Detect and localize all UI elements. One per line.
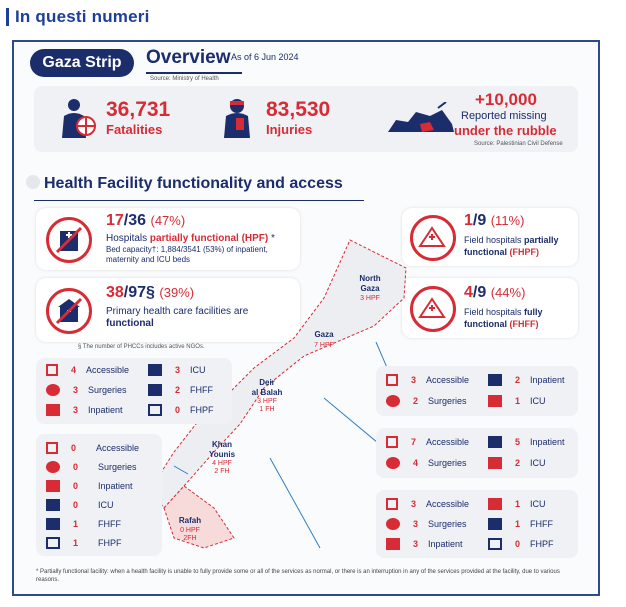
surgery-icon (386, 518, 400, 530)
fhpf-den: 9 (477, 212, 487, 229)
surgery-icon (46, 461, 60, 473)
hpf-line3: maternity and ICU beds (106, 255, 191, 264)
deir-row-icu (148, 364, 206, 376)
missing-label-2: under the rubble (454, 123, 557, 138)
page-header (6, 4, 150, 30)
rafah-n-5: 1 (72, 538, 78, 548)
north-row-3 (488, 395, 546, 407)
hpf-fraction: 17/36 (47%) (106, 212, 186, 229)
khan-label-4: Inpatient (428, 539, 463, 549)
khan-n-4: 3 (412, 539, 418, 549)
rafah-row-3 (46, 499, 114, 511)
deir-row-fhpf (148, 404, 214, 416)
gaza-n-2: 4 (412, 458, 418, 468)
fhff-line1 (464, 307, 543, 317)
hpf-num: 17 (106, 212, 124, 229)
north-label-2: Surgeries (428, 396, 467, 406)
deir-n-3: 2 (174, 385, 180, 395)
door-icon (386, 374, 398, 386)
missing-source: Source: Palestinian Civil Defense (474, 141, 563, 147)
rafah-n-4: 1 (72, 519, 78, 529)
fhff-line1a: Field hospitals (464, 307, 525, 317)
phc-pct: (39%) (159, 285, 195, 300)
surgery-icon (386, 395, 400, 407)
clinic-icon (54, 296, 84, 326)
rafah-row-2 (46, 480, 133, 492)
rafah-label-1: Surgeries (98, 462, 137, 472)
top-stats-box (34, 86, 578, 152)
fhff-line2a: functional (464, 319, 510, 329)
fhpf-line2a: functional (464, 247, 510, 257)
field-hospital-icon (418, 295, 446, 319)
fhff-den: 9 (477, 284, 487, 301)
missing-label-1: Reported missing (461, 110, 547, 122)
fhpf-num: 1 (464, 212, 473, 229)
map-north-name-1: North (359, 274, 381, 283)
tent-icon (488, 518, 502, 530)
gaza-label-0: Accessible (426, 437, 470, 447)
rafah-row-1 (46, 461, 137, 473)
tent-icon (46, 518, 60, 530)
panel-khan (376, 490, 578, 558)
gaza-n-3: 2 (514, 458, 520, 468)
hpf-line1b: partially functional (HPF) (149, 233, 269, 244)
map-deir-sub-2: 1 FH (259, 406, 275, 413)
khan-n-1: 1 (514, 499, 520, 509)
deir-label-5: FHPF (190, 405, 214, 415)
missing-value: +10,000 (475, 90, 537, 109)
door-icon (46, 364, 58, 376)
phc-den: 97§ (128, 284, 155, 301)
deir-n-4: 3 (72, 405, 78, 415)
deir-label-4: Inpatient (88, 405, 123, 415)
rafah-label-4: FHFF (98, 519, 121, 529)
tent-outline-icon (488, 538, 502, 550)
map-gaza-name: Gaza (314, 330, 334, 339)
fhff-num: 4 (464, 284, 473, 301)
phc-fraction: 38/97§ (39%) (106, 284, 195, 301)
north-label-1: Inpatient (530, 375, 565, 385)
deir-row-surgeries (46, 384, 127, 396)
fhpf-line1 (464, 235, 559, 245)
tent-icon (148, 384, 162, 396)
gaza-row-2 (386, 457, 467, 469)
fhff-line1b: fully (524, 307, 543, 317)
fhpf-line1a: Field hospitals (464, 235, 525, 245)
map-gaza-sub: 7 HPF (314, 342, 334, 349)
deir-n-2: 3 (72, 385, 78, 395)
fhff-pct: (44%) (490, 285, 526, 300)
overview-title: Overview (146, 47, 231, 68)
header-bar (6, 8, 9, 26)
hpf-pct: (47%) (150, 213, 186, 228)
icu-icon (488, 498, 502, 510)
rafah-row-4 (46, 518, 121, 530)
infographic-frame (12, 40, 600, 596)
khan-n-3: 1 (514, 519, 520, 529)
phc-line1: Primary health care facilities are (106, 306, 249, 317)
khan-label-1: ICU (530, 499, 546, 509)
gaza-label-3: ICU (530, 458, 546, 468)
deir-label-2: Surgeries (88, 385, 127, 395)
gaza-row-0 (386, 436, 469, 448)
fhpf-line2b: (FHPF) (509, 247, 539, 257)
north-row-2 (386, 395, 467, 407)
panel-north (376, 366, 578, 416)
hpf-line2: Bed capacity†: 1,884/3541 (53%) of inpatient, (106, 245, 268, 254)
khan-label-2: Surgeries (428, 519, 467, 529)
map-north-sub: 3 HPF (360, 295, 380, 302)
fhpf-line1b: partially (524, 235, 559, 245)
deir-row-inpatient (46, 404, 123, 416)
page-title: In questi numeri (15, 7, 150, 26)
footnote: * Partially functional facility: when a health facility is unable to fully provide some or all of the services as normal, or there is an interruption in any of the services provided at the facility, due to various reasons. (36, 569, 560, 583)
map-rafah-name: Rafah (178, 516, 202, 525)
khan-label-3: FHFF (530, 519, 553, 529)
rafah-label-0: Accessible (96, 443, 140, 453)
as-of-date: As of 6 Jun 2024 (231, 52, 299, 62)
khan-n-0: 3 (410, 499, 416, 509)
rafah-n-1: 0 (72, 462, 78, 472)
gaza-strip-pill: Gaza Strip (30, 49, 134, 77)
surgery-icon (386, 457, 400, 469)
fatalities-value: 36,731 (106, 98, 171, 121)
fhff-card (402, 278, 578, 338)
north-label-3: ICU (530, 396, 546, 406)
bed-icon (488, 374, 502, 386)
map-rafah-sub-1: 0 HPF (180, 527, 200, 534)
map-khan-name-2: Younis (208, 450, 236, 459)
gaza-label-1: Inpatient (530, 437, 565, 447)
tent-outline-icon (148, 404, 162, 416)
gaza-n-1: 5 (514, 437, 520, 447)
rafah-row-0 (46, 442, 139, 454)
north-row-1 (488, 374, 565, 386)
khan-n-2: 3 (412, 519, 418, 529)
icu-icon (148, 364, 162, 376)
rafah-label-3: ICU (98, 500, 114, 510)
north-label-0: Accessible (426, 375, 470, 385)
fhpf-pct: (11%) (490, 213, 525, 228)
phc-note: § The number of PHCCs includes active NGOs. (78, 344, 205, 350)
rafah-n-2: 0 (72, 481, 78, 491)
khan-row-1 (488, 498, 546, 510)
hpf-line1c: * (268, 233, 275, 244)
injuries-label: Injuries (266, 122, 313, 137)
deir-label-1: ICU (190, 365, 206, 375)
khan-row-5 (488, 538, 554, 550)
map-khan-sub-2: 2 FH (214, 468, 230, 475)
section-underline (34, 200, 364, 201)
north-n-2: 2 (412, 396, 418, 406)
injuries-value: 83,530 (266, 98, 331, 121)
fhpf-fraction: 1/9 (11%) (464, 212, 525, 229)
north-row-0 (386, 374, 469, 386)
hospital-icon (54, 225, 84, 255)
hpf-line1a: Hospitals (106, 233, 150, 244)
rafah-label-5: FHPF (98, 538, 122, 548)
icu-icon (488, 395, 502, 407)
fatalities-label: Fatalities (106, 122, 163, 137)
door-icon (386, 436, 398, 448)
bed-icon (46, 480, 60, 492)
map-deir-name-1: Deir (259, 378, 275, 387)
panel-gaza (376, 428, 578, 478)
fhpf-card (402, 208, 578, 266)
deir-n-5: 0 (174, 405, 180, 415)
fhff-line2 (464, 319, 539, 329)
injured-person-icon (222, 98, 252, 140)
icu-icon (46, 499, 60, 511)
gaza-label-2: Surgeries (428, 458, 467, 468)
rubble-icon (386, 102, 456, 136)
icu-icon (488, 457, 502, 469)
panel-deir (36, 358, 232, 424)
section-dot (26, 175, 40, 189)
deir-n-1: 3 (174, 365, 180, 375)
gaza-n-0: 7 (410, 437, 416, 447)
surgery-icon (46, 384, 60, 396)
rafah-n-3: 0 (72, 500, 78, 510)
person-icon (58, 98, 98, 140)
north-n-3: 1 (514, 396, 520, 406)
map-rafah-sub-2: 2FH (183, 535, 197, 542)
khan-label-0: Accessible (426, 499, 470, 509)
map-khan-sub-1: 4 HPF (212, 460, 232, 467)
khan-row-2 (386, 518, 467, 530)
section-title: Health Facility functionality and access (44, 175, 343, 192)
door-icon (46, 442, 58, 454)
tent-outline-icon (46, 537, 60, 549)
fhff-fraction: 4/9 (44%) (464, 284, 526, 301)
khan-row-4 (386, 538, 463, 550)
door-icon (386, 498, 398, 510)
rafah-label-2: Inpatient (98, 481, 133, 491)
khan-label-5: FHPF (530, 539, 554, 549)
hpf-den: 36 (128, 212, 147, 229)
rafah-n-0: 0 (70, 443, 76, 453)
khan-row-0 (386, 498, 469, 510)
bed-icon (46, 404, 60, 416)
overview-source: Source: Ministry of Health (150, 76, 219, 82)
overview-underline (146, 72, 242, 74)
north-n-1: 2 (514, 375, 520, 385)
map-deir-name-2: al Balah (251, 388, 283, 397)
fhff-line2b: (FHFF) (509, 319, 539, 329)
fhpf-line2 (464, 247, 539, 257)
khan-n-5: 0 (514, 539, 520, 549)
deir-row-accessible (46, 364, 129, 376)
map-deir-sub-1: 3 HPF (257, 398, 277, 405)
map-khan-name-1: Khan (212, 440, 232, 449)
phc-num: 38 (106, 284, 124, 301)
gaza-row-3 (488, 457, 546, 469)
bed-icon (386, 538, 400, 550)
deir-n-0: 4 (70, 365, 76, 375)
field-hospital-icon (418, 224, 446, 248)
north-n-0: 3 (410, 375, 416, 385)
map-north-name-2: Gaza (360, 284, 380, 293)
phc-line2: functional (106, 318, 154, 329)
khan-row-3 (488, 518, 553, 530)
rafah-row-5 (46, 537, 122, 549)
deir-row-fhff (148, 384, 213, 396)
deir-label-3: FHFF (190, 385, 213, 395)
bed-icon (488, 436, 502, 448)
gaza-row-1 (488, 436, 565, 448)
deir-label-0: Accessible (86, 365, 130, 375)
